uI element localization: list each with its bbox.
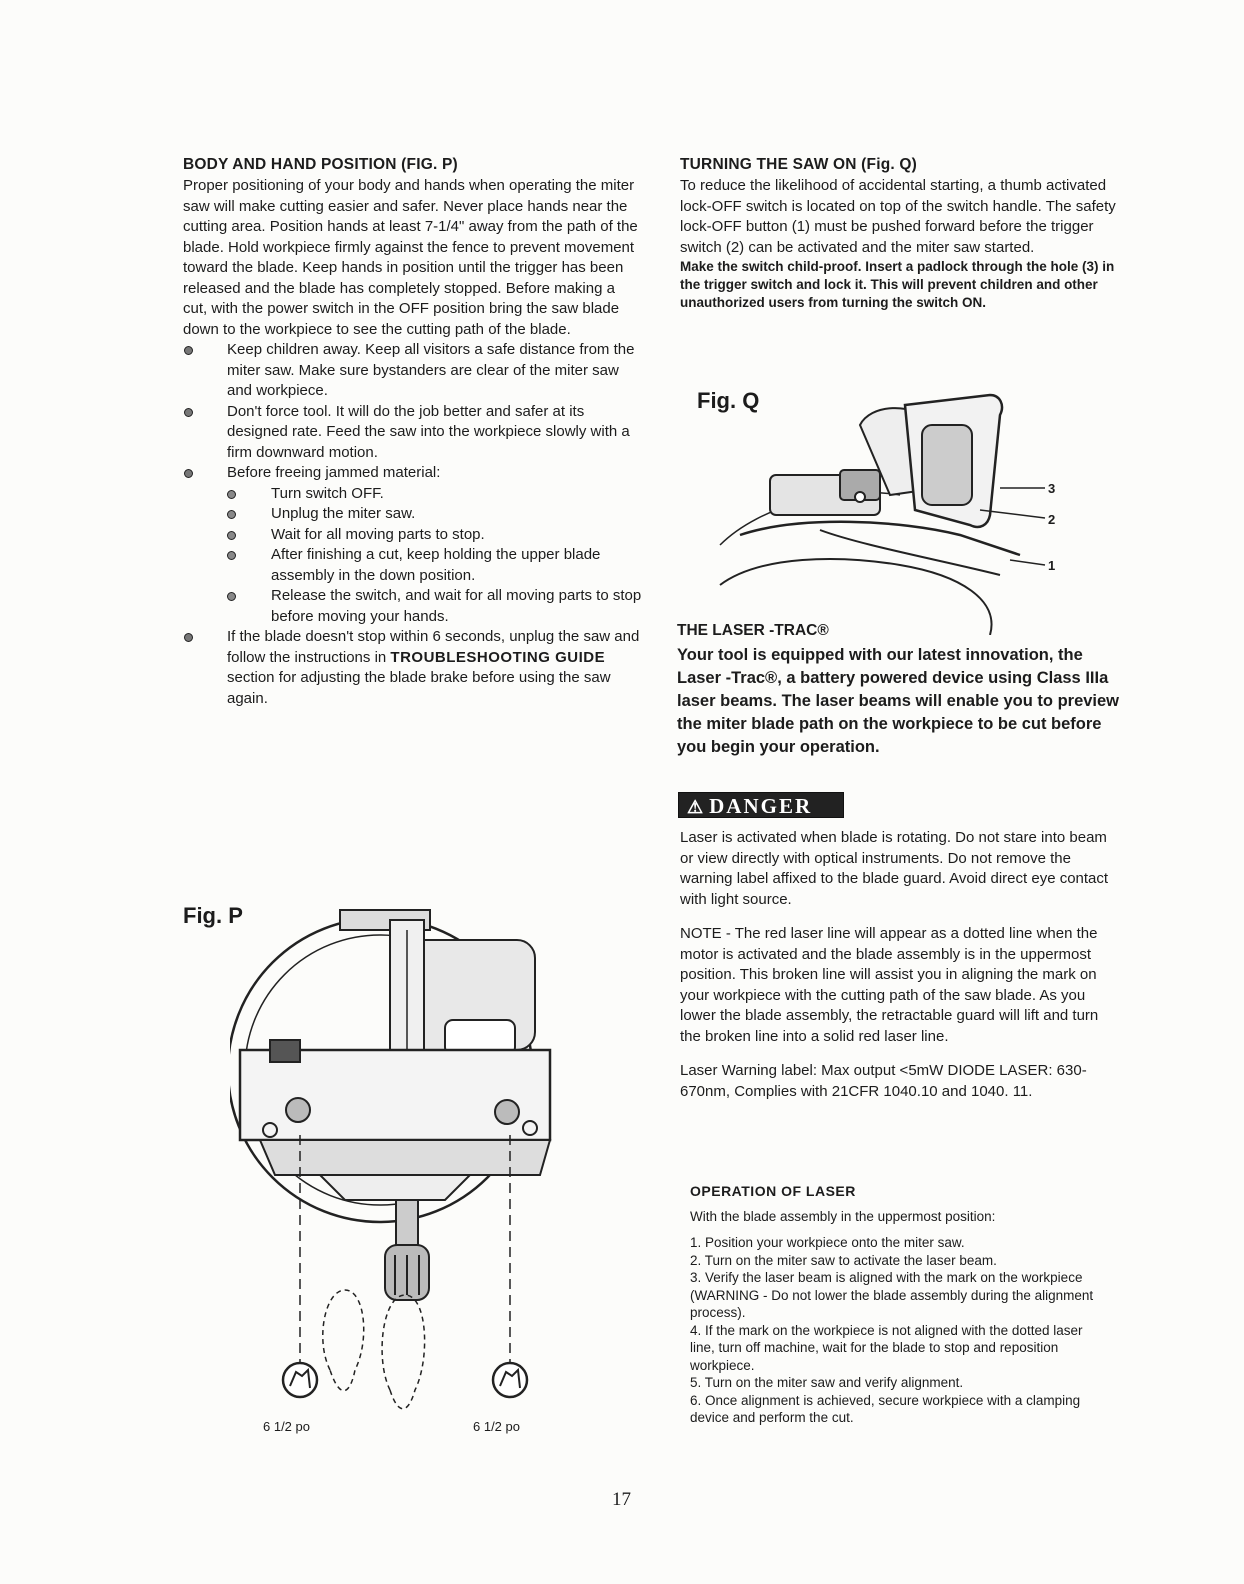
list-item: Release the switch, and wait for all moving parts to stop before moving your hands. — [227, 586, 643, 627]
operation-intro: With the blade assembly in the uppermost position: — [690, 1209, 996, 1224]
bullet-icon — [227, 592, 236, 601]
page-number: 17 — [612, 1489, 631, 1510]
laser-trac-section — [677, 622, 1127, 759]
bullet-icon — [184, 469, 193, 478]
operation-heading: OPERATION OF LASER — [690, 1183, 856, 1199]
callout-label-1: 1 — [1048, 558, 1056, 573]
list-item: Keep children away. Keep all visitors a safe distance from the miter saw. Make sure bystanders are clear of the miter saw and workpiece. — [183, 340, 643, 402]
padlock-hole — [855, 492, 865, 502]
jammed-material-steps — [227, 484, 643, 628]
laser-trac-intro: Your tool is equipped with our latest innovation, the Laser -Trac®, a battery powered device using Class IIIa laser beams. The laser beams will enable you to preview the miter blade path on the workpiece to be cut before you begin your operation. — [677, 646, 1120, 756]
list-item: 1. Position your workpiece onto the miter saw. — [690, 1235, 965, 1250]
list-item: 4. If the mark on the workpiece is not aligned with the dotted laser line, turn off machine, wait for the blade to stop and reposition workpiece. — [690, 1322, 1083, 1373]
turning-saw-on-heading: TURNING THE SAW ON (Fig. Q) — [680, 156, 918, 173]
body-hand-position-heading: BODY AND HAND POSITION (FIG. P) — [183, 156, 458, 173]
switch-handle-illustration — [700, 385, 1080, 635]
miter-saw-front-view-illustration — [230, 900, 570, 1430]
saw-fence — [240, 1050, 550, 1140]
operation-steps — [690, 1234, 1110, 1427]
list-item: After finishing a cut, keep holding the upper blade assembly in the down position. — [227, 545, 643, 586]
right-column — [680, 156, 1120, 312]
list-item: 5. Turn on the miter saw and verify alignment. — [690, 1375, 964, 1390]
bullet-icon — [184, 633, 193, 642]
safety-bullet-list — [183, 340, 643, 709]
right-hand-symbol-icon — [493, 1363, 527, 1397]
laser-details — [680, 828, 1110, 1116]
list-item: Wait for all moving parts to stop. — [227, 525, 643, 546]
bullet-icon — [227, 551, 236, 560]
turning-saw-on-intro: To reduce the likelihood of accidental starting, a thumb activated lock-OFF switch is located on top of the switch handle. The safety lock-OFF button (1) must be pushed forward before the trigger switch (2) can be activated and the miter saw started. — [680, 177, 1116, 256]
danger-label: DANGER — [709, 794, 813, 818]
list-item: 6. Once alignment is achieved, secure workpiece with a clamping device and perform the cut. — [690, 1392, 1081, 1425]
list-item: 3. Verify the laser beam is aligned with the mark on the workpiece (WARNING - Do not lower the blade assembly during the alignment process). — [690, 1270, 1094, 1320]
list-item: 2. Turn on the miter saw to activate the laser beam. — [690, 1252, 997, 1268]
fig-p-label: Fig. P — [183, 903, 243, 928]
left-hand-symbol-icon — [283, 1363, 317, 1397]
troubleshooting-guide-ref: TROUBLESHOOTING GUIDE — [390, 648, 606, 666]
danger-text: Laser is activated when blade is rotating. Do not stare into beam or view directly with optical instruments. Do not remove the warning label affixed to the blade guard. Avoid direct eye contact with light source. — [680, 829, 1109, 908]
bullet-icon — [227, 531, 236, 540]
operation-of-laser-section — [690, 1183, 1110, 1427]
right-footprint — [382, 1295, 425, 1409]
bullet-icon — [184, 408, 193, 417]
right-clearance-dimension: 6 1/2 po — [473, 1419, 520, 1434]
bullet-icon — [227, 510, 236, 519]
callout-label-2: 2 — [1048, 512, 1056, 527]
body-hand-position-intro: Proper positioning of your body and hands when operating the miter saw will make cutting easier and safer. Never place hands near the cutting area. Position hands at least 7-1/4" away from the path of the blade. Hold workpiece firmly against the fence to prevent movement toward the blade. Keep hands in position until the trigger has been released and the blade has completely stopped. Before making a cut, with the power switch in the OFF position bring the saw blade down to the workpiece to see the cutting path of the blade. — [183, 177, 638, 338]
saw-base — [260, 1140, 550, 1175]
left-footprint — [323, 1290, 364, 1391]
laser-trac-heading: THE LASER -TRAC® — [677, 622, 829, 639]
list-item: Before freeing jammed material: Turn switch OFF. Unplug the miter saw. Wait for all moving parts to stop. After finishing a cut, keep holding the upper blade assembly in the down position. Release the switch, and wait for all moving parts to stop before moving your hands. — [183, 463, 643, 627]
child-proof-note: Make the switch child-proof. Insert a padlock through the hole (3) in the trigger switch and lock it. This will prevent children and other unauthorized users from turning the switch ON. — [680, 259, 1115, 310]
list-item: Turn switch OFF. — [227, 484, 643, 505]
left-column — [183, 156, 643, 709]
list-item: Unplug the miter saw. — [227, 504, 643, 525]
laser-note: NOTE - The red laser line will appear as a dotted line when the motor is activated and the blade assembly is in the uppermost position. This broken line will assist you in aligning the mark on your workpiece with the cutting path of the saw blade. As you lower the blade assembly, the retractable guard will lift and turn the broken line into a solid red laser line. — [680, 925, 1099, 1045]
fig-q-label: Fig. Q — [697, 388, 760, 413]
laser-warning-label: Laser Warning label: Max output <5mW DIODE LASER: 630-670nm, Complies with 21CFR 1040.10 and 1040. 11. — [680, 1062, 1087, 1100]
callout-line-1 — [1010, 560, 1045, 565]
bullet-icon — [184, 346, 193, 355]
bullet-icon — [227, 490, 236, 499]
callout-label-3: 3 — [1048, 481, 1056, 496]
list-item: If the blade doesn't stop within 6 seconds, unplug the saw and follow the instructions in TROUBLESHOOTING GUIDE section for adjusting the blade brake before using the saw again. — [183, 627, 643, 709]
list-item: Don't force tool. It will do the job better and safer at its designed rate. Feed the saw into the workpiece slowly with a firm downward motion. — [183, 402, 643, 464]
left-clearance-dimension: 6 1/2 po — [263, 1419, 310, 1434]
warning-triangle-icon: ⚠ — [687, 797, 706, 817]
danger-banner — [678, 792, 844, 818]
